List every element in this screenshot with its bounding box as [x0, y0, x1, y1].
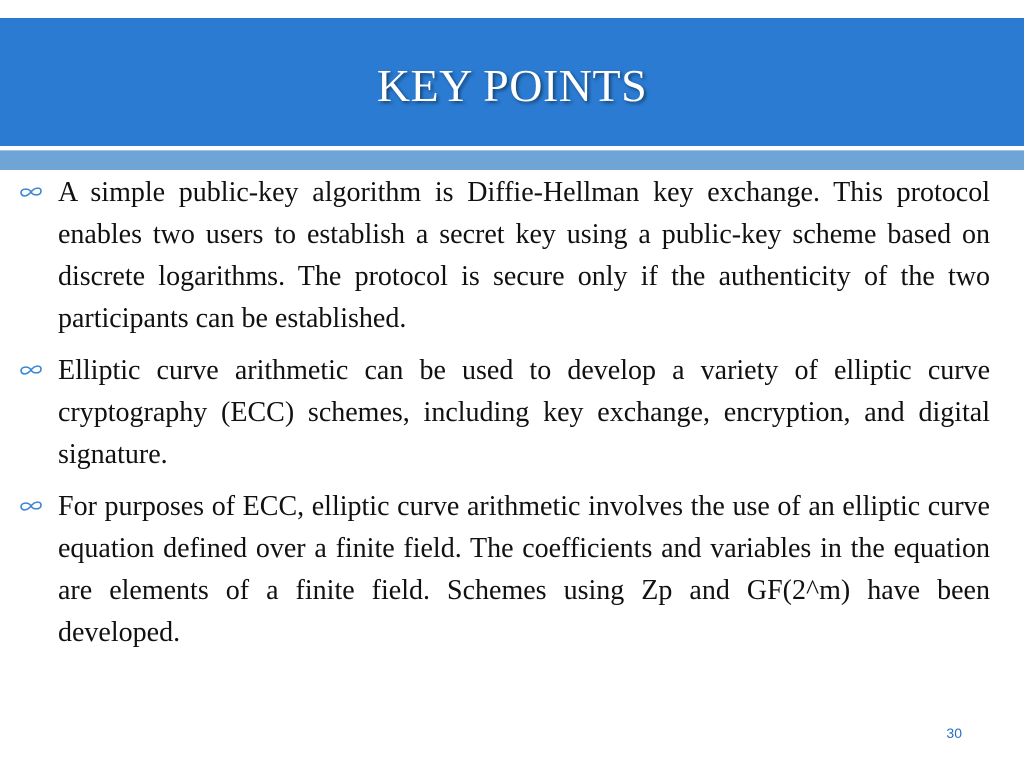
bullet-text: Elliptic curve arithmetic can be used to develop a variety of elliptic curve cryptography (ECC) schemes, including key exchange, encryption, and digital signature.: [58, 355, 990, 470]
bullet-item: [18, 350, 990, 476]
title-bar: [0, 18, 1024, 146]
bullet-item: [18, 172, 990, 340]
infinity-swirl-icon: [18, 185, 44, 199]
bullet-item: [18, 486, 990, 654]
bullet-text: A simple public-key algorithm is Diffie-Hellman key exchange. This protocol enables two users to establish a secret key using a public-key scheme based on discrete logarithms. The protocol is secure only if the authenticity of the two participants can be established.: [58, 177, 990, 334]
infinity-swirl-icon: [18, 363, 44, 377]
bullet-text: For purposes of ECC, elliptic curve arithmetic involves the use of an elliptic curve equation defined over a finite field. The coefficients and variables in the equation are elements of a finite field. Schemes using Zp and GF(2^m) have been developed.: [58, 491, 990, 648]
header-stripe: [0, 150, 1024, 170]
bullet-list: [18, 172, 990, 664]
slide-title: KEY POINTS: [376, 59, 648, 111]
infinity-swirl-icon: [18, 499, 44, 513]
page-number: 30: [946, 725, 962, 741]
